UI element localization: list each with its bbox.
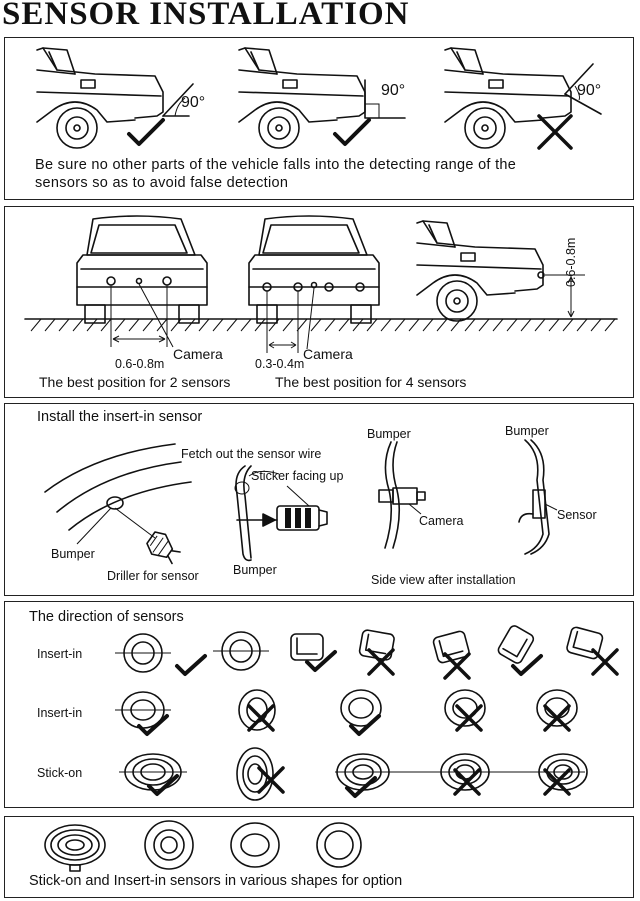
ground-hatching <box>31 319 615 331</box>
check-mark-icon <box>335 120 369 144</box>
sensor-icon <box>497 624 536 665</box>
distance-label-2-sensors: 0.6-0.8m <box>115 357 165 371</box>
distance-label-4-sensors: 0.3-0.4m <box>255 357 305 371</box>
detection-note-line-1: Be sure no other parts of the vehicle falls into the detecting range of the <box>35 157 517 173</box>
sensor-icon <box>119 754 187 790</box>
check-mark-icon <box>129 120 163 144</box>
page-title: SENSOR INSTALLATION <box>2 0 410 32</box>
sensor-icon <box>213 632 269 670</box>
camera-icon <box>137 279 142 284</box>
car-icon <box>37 48 163 148</box>
panel-sensor-shapes <box>4 816 634 898</box>
cross-mark-icon <box>545 770 569 794</box>
install-heading: Install the insert-in sensor <box>37 409 203 425</box>
row-label-insert-in-2: Insert-in <box>37 706 83 720</box>
camera-icon <box>379 488 425 504</box>
camera-label-right: Camera <box>303 346 353 362</box>
bumper-label-camera: Bumper <box>367 427 411 441</box>
row-label-stick-on: Stick-on <box>37 766 83 780</box>
angle-label-3: 90° <box>577 82 602 99</box>
check-mark-icon <box>513 656 541 674</box>
camera-label: Camera <box>419 514 464 528</box>
sensor-icon <box>291 634 323 660</box>
cross-mark-icon <box>539 116 571 148</box>
sensor-icon <box>145 821 193 869</box>
caption-4-sensors: The best position for 4 sensors <box>275 374 467 390</box>
cross-mark-icon <box>249 706 273 730</box>
sticker-label: Sticker facing up <box>251 469 344 483</box>
panel-sensor-position <box>4 206 634 398</box>
height-label: 0.6-0.8m <box>564 237 578 287</box>
angle-label-1: 90° <box>181 94 206 111</box>
panel-detection-angle <box>4 37 634 200</box>
side-view-caption: Side view after installation <box>371 573 516 587</box>
check-mark-icon <box>177 656 205 674</box>
detection-note-line-2: sensors so as to avoid false detection <box>35 175 289 191</box>
sensor-icon <box>277 506 327 530</box>
bumper-label-sensor: Bumper <box>505 424 549 438</box>
sensor-icon <box>537 690 577 726</box>
panel-sensor-direction <box>4 601 634 808</box>
sensor-icon <box>317 823 361 867</box>
camera-label-left: Camera <box>173 346 223 362</box>
row-label-insert-in-1: Insert-in <box>37 647 83 661</box>
fetch-wire-label: Fetch out the sensor wire <box>181 447 322 461</box>
car-rear-position-illustrations <box>5 207 635 399</box>
sensor-icon <box>45 825 105 871</box>
camera-icon <box>312 283 317 288</box>
cross-mark-icon <box>445 654 469 678</box>
sensor-icon <box>107 277 115 285</box>
cross-mark-icon <box>259 768 283 792</box>
car-icon <box>239 48 365 148</box>
sensor-icon <box>163 277 171 285</box>
cross-mark-icon <box>593 650 617 674</box>
angle-label-2: 90° <box>381 82 406 99</box>
caption-2-sensors: The best position for 2 sensors <box>39 374 231 390</box>
driller-label: Driller for sensor <box>107 569 199 583</box>
bumper-label-left: Bumper <box>51 547 95 561</box>
drilled-hole <box>107 497 123 509</box>
shapes-caption: Stick-on and Insert-in sensors in various shapes for option <box>29 873 403 889</box>
sensor-direction-matrix <box>5 602 635 809</box>
sensor-icon <box>237 748 273 800</box>
sensor-label: Sensor <box>557 508 597 522</box>
panel-install-insert-in <box>4 403 634 596</box>
car-icon <box>417 221 543 321</box>
bumper-label-middle: Bumper <box>233 563 277 577</box>
direction-heading: The direction of sensors <box>29 609 184 625</box>
car-rear-4-sensors <box>249 216 379 323</box>
sensor-icon <box>231 823 279 867</box>
car-rear-2-sensors <box>77 216 207 323</box>
check-mark-icon <box>347 778 375 796</box>
sensor-icon <box>115 634 171 672</box>
